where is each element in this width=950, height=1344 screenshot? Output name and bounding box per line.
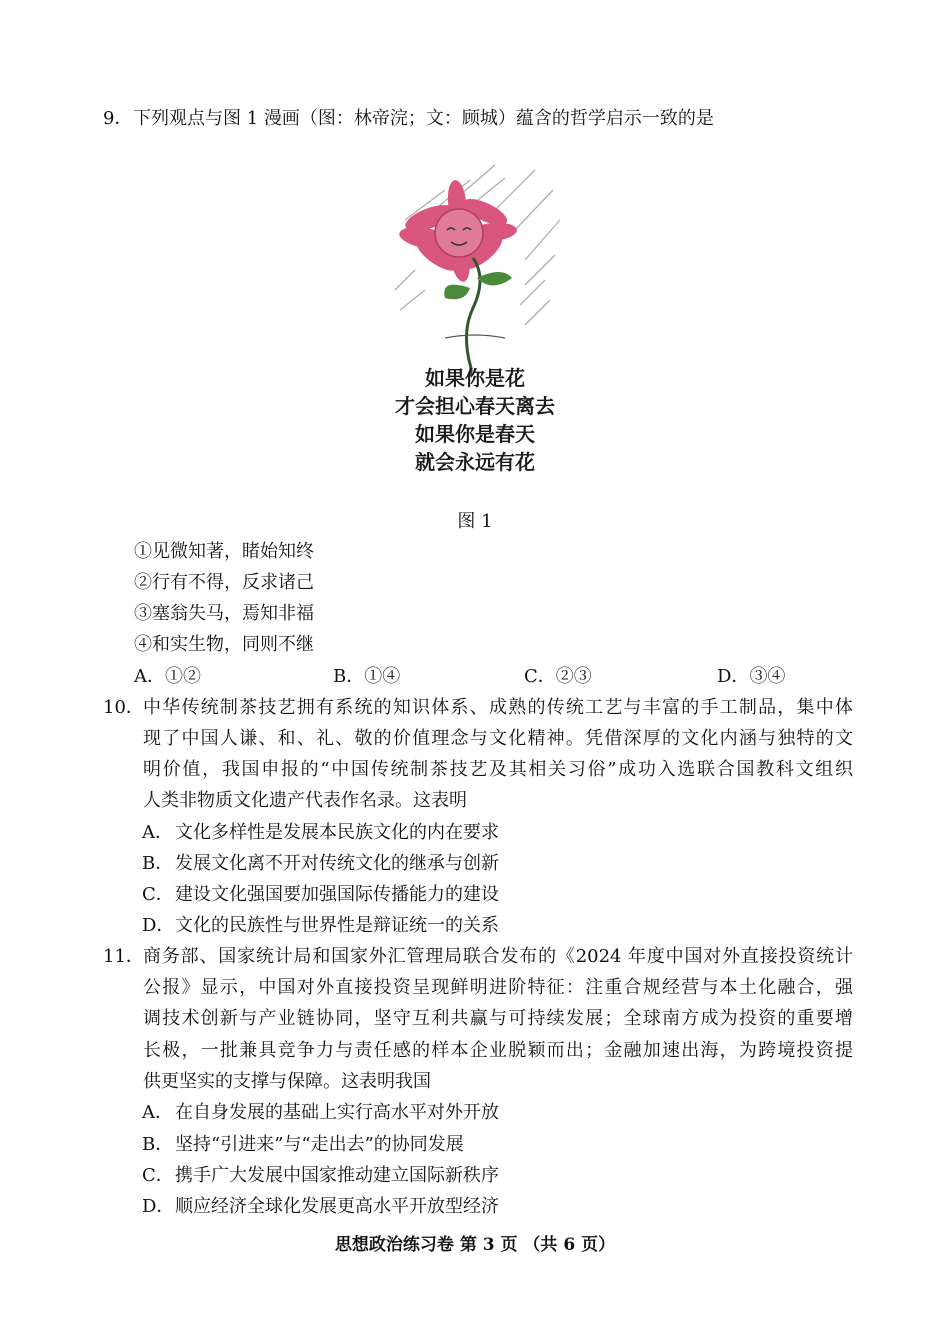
q10-stem-line-1: 中华传统制茶技艺拥有系统的知识体系、成熟的传统工艺与丰富的手工制品，集中体 bbox=[143, 697, 853, 718]
poem-line-4: 就会永远有花 bbox=[415, 450, 535, 474]
q9-number: 9． bbox=[103, 108, 133, 129]
choice-text: ①② bbox=[165, 666, 201, 687]
q11-stem-line-3: 调技术创新与产业链协同，坚守互利共赢与可持续发展；全球南方成为投资的重要增 bbox=[143, 1008, 853, 1029]
q10-number: 10． bbox=[103, 697, 144, 718]
option-label: C． bbox=[142, 884, 174, 905]
q11-stem-line-2: 公报》显示，中国对外直接投资呈现鲜明进阶特征：注重合规经营与本土化融合，强 bbox=[143, 977, 853, 998]
option-text: 坚持“引进来”与“走出去”的协同发展 bbox=[175, 1134, 464, 1155]
q10-stem-line-3: 明价值，我国申报的“中国传统制茶技艺及其相关习俗”成功入选联合国教科文组织 bbox=[143, 759, 853, 780]
poem-line-3: 如果你是春天 bbox=[415, 422, 535, 446]
option-text: 发展文化离不开对传统文化的继承与创新 bbox=[175, 853, 499, 874]
choice-label: A． bbox=[134, 666, 165, 687]
q11-stem-line-4: 长极，一批兼具竞争力与责任感的样本企业脱颖而出；金融加速出海，为跨境投资提 bbox=[143, 1040, 853, 1061]
flower-stem bbox=[444, 258, 512, 376]
q9-choice-d[interactable] bbox=[717, 661, 785, 692]
q9-choice-a[interactable] bbox=[134, 661, 201, 692]
option-text: 文化多样性是发展本民族文化的内在要求 bbox=[175, 822, 499, 843]
option-text: 顺应经济全球化发展更高水平开放型经济 bbox=[175, 1196, 499, 1217]
option-label: A． bbox=[142, 1102, 173, 1123]
option-label: B． bbox=[142, 853, 174, 874]
option-text: 建设文化强国要加强国际传播能力的建设 bbox=[175, 884, 499, 905]
choice-text: ③④ bbox=[749, 666, 786, 687]
choice-label: C． bbox=[524, 666, 556, 687]
page-footer: 思想政治练习卷 第 3 页 （共 6 页） bbox=[334, 1235, 616, 1255]
option-label: D． bbox=[142, 915, 175, 936]
q11-option-a[interactable] bbox=[142, 1097, 499, 1128]
q11-stem-line-5: 供更坚实的支撑与保障。这表明我国 bbox=[143, 1071, 431, 1092]
choice-text: ①④ bbox=[364, 666, 401, 687]
q11-option-b[interactable] bbox=[142, 1129, 464, 1160]
figure-caption: 图 1 bbox=[457, 511, 493, 532]
choice-text: ②③ bbox=[555, 666, 592, 687]
q10-option-a[interactable] bbox=[142, 817, 499, 848]
q10-option-c[interactable] bbox=[142, 879, 499, 910]
q11-option-d[interactable] bbox=[142, 1191, 499, 1222]
flower-head bbox=[398, 179, 518, 283]
poem-line-1: 如果你是花 bbox=[425, 366, 525, 390]
option-label: A． bbox=[142, 822, 173, 843]
option-text: 携手广大发展中国家推动建立国际新秩序 bbox=[175, 1165, 499, 1186]
q11-stem-line-1: 商务部、国家统计局和国家外汇管理局联合发布的《2024 年度中国对外直接投资统计 bbox=[143, 946, 853, 967]
q10-option-b[interactable] bbox=[142, 848, 499, 879]
q9-stem: 下列观点与图 1 漫画（图：林帝浣；文：顾城）蕴含的哲学启示一致的是 bbox=[133, 108, 714, 129]
q10-stem-line-4: 人类非物质文化遗产代表作名录。这表明 bbox=[143, 790, 467, 811]
q9-choice-b[interactable] bbox=[333, 661, 400, 692]
comic-poem bbox=[395, 366, 555, 474]
q9-statement-3: ③塞翁失马，焉知非福 bbox=[134, 603, 314, 624]
q11-option-c[interactable] bbox=[142, 1160, 499, 1191]
option-label: B． bbox=[142, 1134, 174, 1155]
q9-statement-2: ②行有不得，反求诸己 bbox=[134, 572, 314, 593]
option-text: 在自身发展的基础上实行高水平对外开放 bbox=[175, 1102, 499, 1123]
option-label: D． bbox=[142, 1196, 175, 1217]
q10-option-d[interactable] bbox=[142, 910, 499, 941]
choice-label: D． bbox=[717, 666, 750, 687]
option-label: C． bbox=[142, 1165, 174, 1186]
q10-stem-line-2: 现了中国人谦、和、礼、敬的价值理念与文化精神。凭借深厚的文化内涵与独特的文 bbox=[143, 728, 853, 749]
q9-statement-1: ①见微知著，睹始知终 bbox=[134, 541, 314, 562]
q11-number: 11． bbox=[103, 946, 144, 967]
option-text: 文化的民族性与世界性是辩证统一的关系 bbox=[175, 915, 499, 936]
comic-illustration bbox=[385, 160, 565, 490]
choice-label: B． bbox=[333, 666, 365, 687]
poem-line-2: 才会担心春天离去 bbox=[395, 394, 555, 418]
q9-statement-4: ④和实生物，同则不继 bbox=[134, 634, 314, 655]
q9-choice-c[interactable] bbox=[524, 661, 592, 692]
